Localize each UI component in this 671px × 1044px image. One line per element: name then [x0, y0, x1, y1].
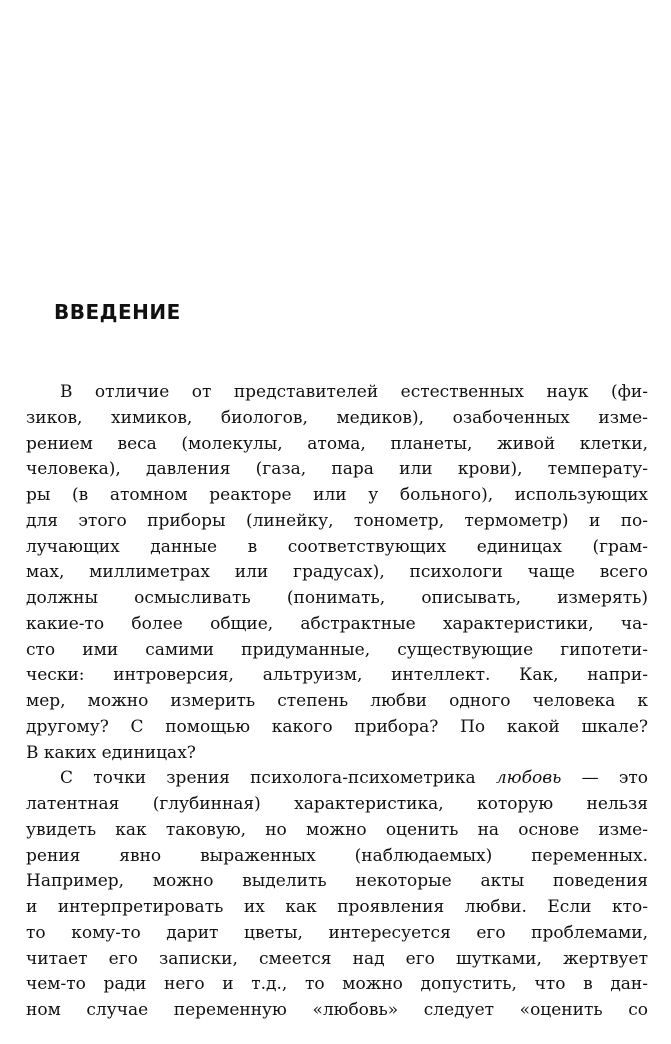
- text-line: и интерпретировать их как проявления любви. Если кто-: [26, 897, 648, 917]
- emphasis-word: любовь: [495, 768, 562, 789]
- text-line: другому? С помощью какого прибора? По какой шкале?: [26, 716, 648, 737]
- text-line: читает его записки, смеется над его шутками, жертвует: [26, 948, 648, 969]
- body-text: [26, 380, 648, 1024]
- text-line: Например, можно выделить некоторые акты поведения: [26, 871, 648, 892]
- paragraph-1: [26, 380, 648, 766]
- paragraph-2: [26, 766, 648, 1024]
- text-line: мах, миллиметрах или градусах), психологи чаще всего: [26, 562, 648, 583]
- text-line: В отличие от представителей естественных наук (фи-: [60, 382, 648, 402]
- text-line: рения явно выраженных (наблюдаемых) переменных.: [26, 845, 648, 866]
- text-line: увидеть как таковую, но можно оценить на основе изме-: [26, 819, 648, 840]
- text-line: зиков, химиков, биологов, медиков), озабоченных изме-: [26, 407, 648, 428]
- text-line: мер, можно измерить степень любви одного человека к: [26, 691, 648, 711]
- text-line: чем-то ради него и т.д., то можно допустить, что в дан-: [26, 974, 648, 995]
- text-run: — это: [561, 768, 648, 789]
- section-heading: ВВЕДЕНИЕ: [54, 300, 181, 324]
- text-line: ном случае переменную «любовь» следует «оценить со: [26, 1000, 648, 1020]
- text-line: В каких единицах?: [26, 742, 196, 763]
- text-line: ры (в атомном реакторе или у больного), использующих: [26, 485, 648, 505]
- text-line: рением веса (молекулы, атома, планеты, живой клетки,: [26, 433, 648, 454]
- text-line: человека), давления (газа, пара или крови), температу-: [26, 459, 648, 480]
- text-line: должны осмысливать (понимать, описывать, измерять): [26, 588, 648, 608]
- text-line: то кому-то дарит цветы, интересуется его проблемами,: [26, 922, 648, 943]
- text-line: лучающих данные в соответствующих единицах (грам-: [26, 536, 648, 557]
- text-line: сто ими самими придуманные, существующие гипотети-: [26, 639, 648, 660]
- text-line: чески: интроверсия, альтруизм, интеллект. Как, напри-: [26, 665, 648, 686]
- text-run: С точки зрения психолога-психометрика: [60, 768, 496, 789]
- text-line: для этого приборы (линейку, тонометр, термометр) и по-: [26, 510, 648, 531]
- text-line: какие-то более общие, абстрактные характеристики, ча-: [26, 613, 648, 634]
- text-line: латентная (глубинная) характеристика, которую нельзя: [26, 794, 648, 814]
- text-line: [26, 766, 648, 792]
